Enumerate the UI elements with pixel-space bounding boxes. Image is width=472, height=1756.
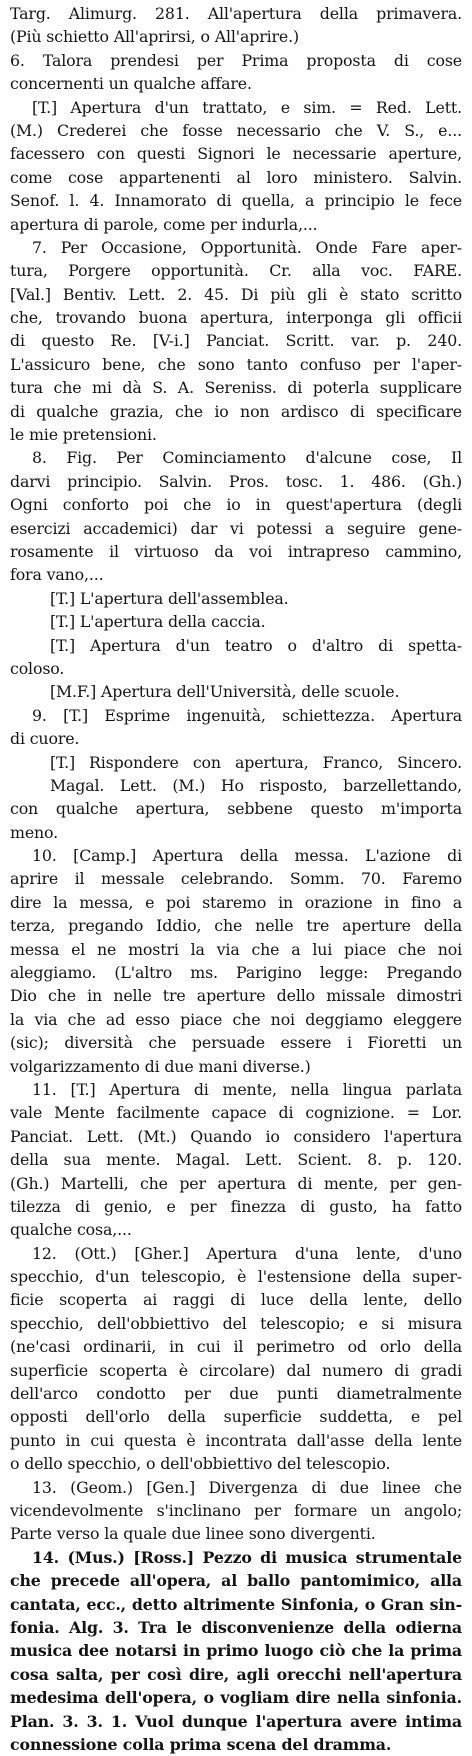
text-line: volgarizzamento di due mani diverse.)	[10, 1056, 311, 1076]
text-line: di cuore.	[10, 729, 80, 749]
text-line: 12. (Ott.) [Gher.] Apertura d'una lente, d'uno	[32, 1243, 462, 1263]
text-line: [T.] Apertura d'un trattato, e sim. = Red. Lett.	[32, 97, 462, 117]
text-line: la via che ad esso piace che noi deggiamo eleggere	[10, 1009, 462, 1029]
text-line: 13. (Geom.) [Gen.] Divergenza di due linee che	[32, 1477, 462, 1497]
text-line: di qualche grazia, che io non ardisco di specificare	[10, 401, 462, 421]
text-line: le mie pretensioni.	[10, 425, 157, 445]
text-line: 11. [T.] Apertura di mente, nella lingua parlata	[32, 1079, 462, 1099]
text-line: [T.] Apertura d'un teatro o d'altro di spetta-	[50, 635, 462, 655]
text-line: dell'arco condotto per due punti diametralmente	[10, 1384, 462, 1404]
text-line: apertura di parole, come per indurla,...	[10, 214, 318, 234]
text-line: che precede all'opera, al ballo pantomimico, alla	[10, 1571, 462, 1591]
text-line: fora vano,...	[10, 565, 104, 585]
text-line: terza, pregando Iddio, che nelle tre aperture della	[10, 916, 462, 936]
text-line: concernenti un qualche affare.	[10, 74, 252, 94]
text-line: [T.] Rispondere con apertura, Franco, Sincero.	[50, 752, 462, 772]
text-line: [T.] L'apertura della caccia.	[50, 612, 266, 632]
text-line: 7. Per Occasione, Opportunità. Onde Fare aper-	[32, 237, 462, 257]
text-line: Panciat. Lett. (Mt.) Quando io considero l'apertura	[10, 1126, 462, 1146]
text-line: che, trovando buona apertura, interponga gli officii	[10, 308, 462, 328]
text-line: medesima dell'opera, o vogliam dire nella sinfonia.	[10, 1688, 462, 1708]
text-line: come cose appartenenti al loro ministero. Salvin.	[10, 167, 462, 187]
text-line: 10. [Camp.] Apertura della messa. L'azione di	[32, 846, 462, 866]
text-line: tura, Porgere opportunità. Cr. alla voc. FARE.	[10, 261, 462, 281]
text-line: opposti dell'orlo della superficie suddetta, e pel	[10, 1407, 462, 1427]
text-line: o dello specchio, o dell'obbiettivo del telescopio.	[10, 1454, 391, 1474]
text-line: (Gh.) Martelli, che per apertura di mente, per gen-	[10, 1173, 462, 1193]
text-line: dire la messa, e poi staremo in orazione in fino a	[10, 892, 462, 912]
text-line: rosamente il virtuoso da voi intrapreso cammino,	[10, 541, 462, 561]
text-line: messa el ne mostri la via che a lui piace che noi	[10, 939, 462, 959]
text-line: aprire il messale celebrando. Somm. 70. Faremo	[10, 869, 462, 889]
text-line: (sic); diversità che persuade essere i Fioretti un	[10, 1033, 462, 1053]
text-line: Targ. Alimurg. 281. All'apertura della primavera.	[10, 4, 462, 23]
text-line: Plan. 3. 3. 1. Vuol dunque l'apertura avere intima	[10, 1711, 462, 1731]
text-line: connessione colla prima scena del dramma.	[10, 1734, 392, 1754]
text-line: Parte verso la quale due linee sono divergenti.	[10, 1524, 376, 1544]
text-line: (Più schietto All'aprirsi, o All'aprire.)	[10, 27, 299, 47]
text-line: darvi principio. Salvin. Pros. tosc. 1. 486. (Gh.)	[10, 471, 462, 491]
text-line: con qualche apertura, sebbene questo m'importa	[10, 799, 462, 819]
text-line: cosa salta, per così dire, agli orecchi nell'apertura	[10, 1664, 462, 1684]
text-line: 14. (Mus.) [Ross.] Pezzo di musica strumentale	[32, 1547, 462, 1567]
text-line: L'assicuro bene, che sono tanto confuso per l'aper-	[10, 354, 462, 374]
text-line: superficie scoperta è circolare) dal numero di gradi	[10, 1360, 462, 1380]
text-line: [Val.] Bentiv. Lett. 2. 45. Di più gli è stato scritto	[10, 284, 462, 304]
text-line: vale Mente facilmente capace di cognizione. = Lor.	[10, 1103, 462, 1123]
text-line: della sua mente. Magal. Lett. Scient. 8. p. 120.	[10, 1150, 462, 1170]
text-line: 8. Fig. Per Cominciamento d'alcune cose, Il	[32, 448, 462, 468]
text-line: punto in cui questa è incontrata dall'asse della lente	[10, 1430, 462, 1450]
text-line: esercizi accademici) dar vi potessi a seguire gene-	[10, 518, 462, 538]
text-line: 9. [T.] Esprime ingenuità, schiettezza. Apertura	[32, 705, 462, 725]
text-line: tilezza di genio, e per finezza di gusto, ha fatto	[10, 1196, 462, 1216]
text-line: (M.) Crederei che fosse necessario che V. S., e...	[10, 120, 462, 140]
text-line: facessero con questi Signori le necessarie aperture,	[10, 144, 462, 164]
text-line: di questo Re. [V-i.] Panciat. Scritt. var. p. 240.	[10, 331, 462, 351]
text-line: musica dee notarsi in primo luogo ciò che la prima	[10, 1641, 462, 1661]
text-line: aleggiamo. (L'altro ms. Parigino legge: Pregando	[10, 963, 462, 983]
text-line: [T.] L'apertura dell'assemblea.	[50, 588, 289, 608]
text-line: cantata, ecc., detto altrimente Sinfonia, o Gran sin-	[10, 1594, 462, 1614]
text-line: fonia. Alg. 3. Tra le disconvenienze della odierna	[10, 1617, 462, 1637]
text-line: coloso.	[10, 658, 65, 678]
text-line: Senof. l. 4. Innamorato di quella, a principio le fece	[10, 191, 462, 211]
text-line: specchio, dell'obbiettivo del telescopio; e si misura	[10, 1313, 462, 1333]
text-line: ficie scoperta ai raggi di luce della lente, dello	[10, 1290, 462, 1310]
text-line: Ogni conforto poi che io in quest'apertura (degli	[10, 495, 462, 515]
text-line: [M.F.] Apertura dell'Università, delle scuole.	[50, 682, 400, 702]
text-line: qualche cosa,...	[10, 1220, 132, 1240]
text-line: (ne'casi ordinarii, in cui il perimetro od orlo della	[10, 1337, 462, 1357]
text-line: meno.	[10, 822, 59, 842]
text-line: vicendevolmente s'inclinano per formare un angolo;	[10, 1501, 462, 1520]
text-line: Magal. Lett. (M.) Ho risposto, barzellettando,	[50, 775, 462, 795]
text-line: 6. Talora prendesi per Prima proposta di cose	[10, 50, 462, 70]
text-line: Dio che in nelle tre aperture dello missale dimostri	[10, 986, 462, 1006]
text-line: tura che mi dà S. A. Sereniss. di poterla supplicare	[10, 378, 462, 398]
text-line: specchio, d'un telescopio, è l'estensione della super-	[10, 1267, 462, 1287]
